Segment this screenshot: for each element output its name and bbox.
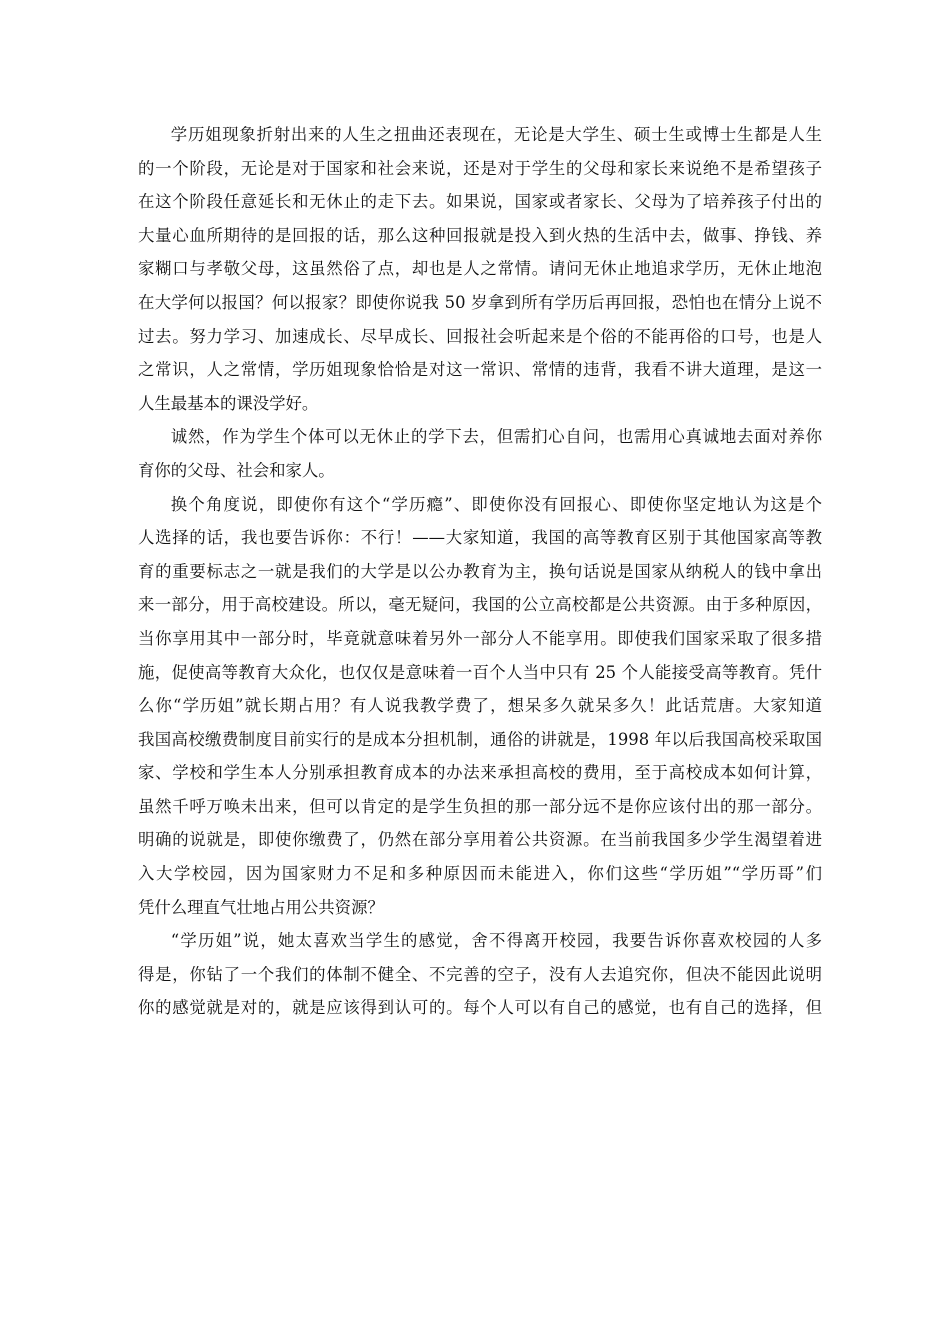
text-line: 凭什么理直气壮地占用公共资源？ — [138, 897, 384, 917]
text-line: 在大学何以报国？何以报家？即使你说我 50 岁拿到所有学历后再回报，恐怕也在情分上说不 — [138, 292, 822, 312]
paragraph-2 — [138, 420, 822, 487]
text-line: 得是，你钻了一个我们的体制不健全、不完善的空子，没有人去追究你，但决不能因此说明 — [138, 964, 822, 984]
text-line: 家、学校和学生本人分别承担教育成本的办法来承担高校的费用，至于高校成本如何计算， — [138, 763, 822, 783]
text-line: 换个角度说，即使你有这个“学历瘾”、即使你没有回报心、即使你坚定地认为这是个 — [170, 494, 822, 514]
paragraph-3 — [138, 488, 822, 925]
text-line: 来一部分，用于高校建设。所以，毫无疑问，我国的公立高校都是公共资源。由于多种原因， — [138, 595, 822, 615]
text-line: 大量心血所期待的是回报的话，那么这种回报就是投入到火热的生活中去，做事、挣钱、养 — [138, 225, 822, 245]
text-line: 我国高校缴费制度目前实行的是成本分担机制，通俗的讲就是，1998 年以后我国高校采取国 — [138, 729, 822, 749]
paragraph-4 — [138, 924, 822, 1025]
text-line: 的一个阶段，无论是对于国家和社会来说，还是对于学生的父母和家长来说绝不是希望孩子 — [138, 158, 822, 178]
text-line: 诚然，作为学生个体可以无休止的学下去，但需扪心自问，也需用心真诚地去面对养你 — [170, 427, 822, 447]
document-page — [138, 118, 822, 1025]
text-line: 施，促使高等教育大众化，也仅仅是意味着一百个人当中只有 25 个人能接受高等教育。凭什 — [138, 662, 822, 682]
text-line: 明确的说就是，即使你缴费了，仍然在部分享用着公共资源。在当前我国多少学生渴望着进 — [138, 830, 822, 850]
text-line: 虽然千呼万唤未出来，但可以肯定的是学生负担的那一部分远不是你应该付出的那一部分。 — [138, 796, 822, 816]
text-line: 家糊口与孝敬父母，这虽然俗了点，却也是人之常情。请问无休止地追求学历，无休止地泡 — [138, 259, 822, 279]
text-line: 人生最基本的课没学好。 — [138, 393, 319, 413]
text-line: 过去。努力学习、加速成长、尽早成长、回报社会听起来是个俗的不能再俗的口号，也是人 — [138, 326, 822, 346]
text-line: 在这个阶段任意延长和无休止的走下去。如果说，国家或者家长、父母为了培养孩子付出的 — [138, 192, 822, 212]
text-line: 育你的父母、社会和家人。 — [138, 460, 335, 480]
text-line: “学历姐”说，她太喜欢当学生的感觉，舍不得离开校园，我要告诉你喜欢校园的人多 — [170, 931, 822, 951]
paragraph-1 — [138, 118, 822, 420]
text-line: 入大学校园，因为国家财力不足和多种原因而未能进入，你们这些“学历姐”“学历哥”们 — [138, 864, 822, 884]
text-line: 人选择的话，我也要告诉你：不行！——大家知道，我国的高等教育区别于其他国家高等教 — [138, 528, 822, 548]
text-line: 学历姐现象折射出来的人生之扭曲还表现在，无论是大学生、硕士生或博士生都是人生 — [170, 125, 822, 144]
text-line: 之常识，人之常情，学历姐现象恰恰是对这一常识、常情的违背，我看不讲大道理，是这一 — [138, 360, 822, 380]
text-line: 育的重要标志之一就是我们的大学是以公办教育为主，换句话说是国家从纳税人的钱中拿出 — [138, 561, 822, 581]
text-line: 么你“学历姐”就长期占用？有人说我教学费了，想呆多久就呆多久！此话荒唐。大家知道 — [138, 696, 822, 716]
text-line: 当你享用其中一部分时，毕竟就意味着另外一部分人不能享用。即使我们国家采取了很多措 — [138, 628, 822, 648]
text-line: 你的感觉就是对的，就是应该得到认可的。每个人可以有自己的感觉，也有自己的选择，但 — [138, 998, 822, 1018]
